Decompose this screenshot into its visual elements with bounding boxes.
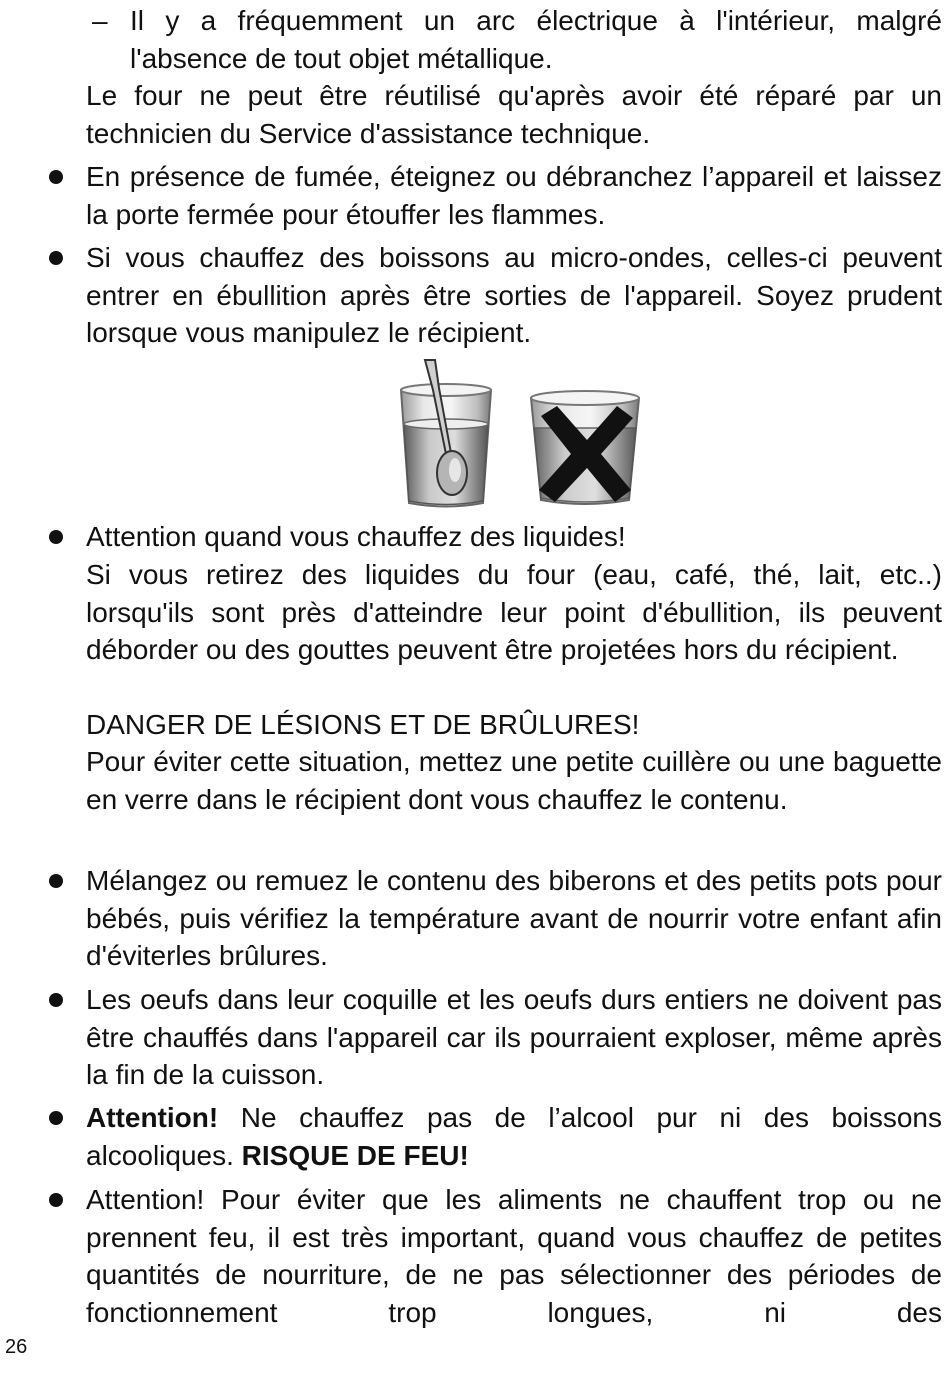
glass-with-spoon-icon [401, 360, 491, 507]
spoon-advice-text: Pour éviter cette situation, mettez une petite cuillère ou une baguette en verre dans le récipient dont vous chauffez le contenu. [86, 746, 942, 815]
bullet-dot [49, 1111, 63, 1125]
glass-figure [395, 358, 645, 513]
glass-crossed-out-icon [531, 391, 639, 504]
small-quantities-warning-text: Attention! Pour éviter que les aliments ne chauffent trop ou ne prennent feu, il est très important, quand vous chauffez de petites quantités de nourriture, de ne pas sélectionner des périodes de fonctionnement trop longues, ni des [86, 1184, 942, 1328]
bullet-dot [49, 874, 63, 888]
page-number: 26 [5, 1336, 28, 1358]
dash-marker: – [92, 5, 108, 36]
alcohol-warning-text [86, 1099, 942, 1174]
bullet-dot [49, 530, 63, 544]
liquids-warning-title: Attention quand vous chauffez des liquides! [86, 521, 626, 552]
eggs-warning-text: Les oeufs dans leur coquille et les oeufs durs entiers ne doivent pas être chauffés dans l'appareil car ils pourraient exploser, même après la fin de la cuisson. [86, 984, 942, 1091]
bullet-dot [49, 251, 63, 265]
baby-food-instruction-text: Mélangez ou remuez le contenu des biberons et des petits pots pour bébés, puis vérifiez la température avant de nourrir votre enfant afin d'éviterles brûlures. [86, 865, 942, 972]
drinks-warning-text: Si vous chauffez des boissons au micro-ondes, celles-ci peuvent entrer en ébullition après être sorties de l'appareil. Soyez prudent lorsque vous manipulez le récipient. [86, 242, 942, 349]
repair-notice-text: Le four ne peut être réutilisé qu'après avoir été réparé par un technicien du Service d'assistance technique. [86, 80, 942, 149]
alcohol-attention-label: Attention! [86, 1102, 219, 1133]
alcohol-warning-body: Ne chauffez pas de l’alcool pur ni des boissons alcooliques. [86, 1102, 942, 1171]
arc-warning-text: Il y a fréquemment un arc électrique à l'intérieur, malgré l'absence de tout objet métallique. [130, 5, 942, 74]
smoke-instruction-text: En présence de fumée, éteignez ou débranchez l’appareil et laissez la porte fermée pour étouffer les flammes. [86, 161, 942, 230]
bullet-dot [49, 170, 63, 184]
bullet-dot [49, 1193, 63, 1207]
liquids-warning-text: Si vous retirez des liquides du four (eau, café, thé, lait, etc..) lorsqu'ils sont près d'atteindre leur point d'ébullition, ils peuvent déborder ou des gouttes peuvent être projetées hors du récipient. [86, 559, 942, 666]
bullet-dot [49, 993, 63, 1007]
burn-danger-text: DANGER DE LÉSIONS ET DE BRÛLURES! [86, 709, 640, 740]
fire-risk-label: RISQUE DE FEU! [241, 1139, 469, 1171]
